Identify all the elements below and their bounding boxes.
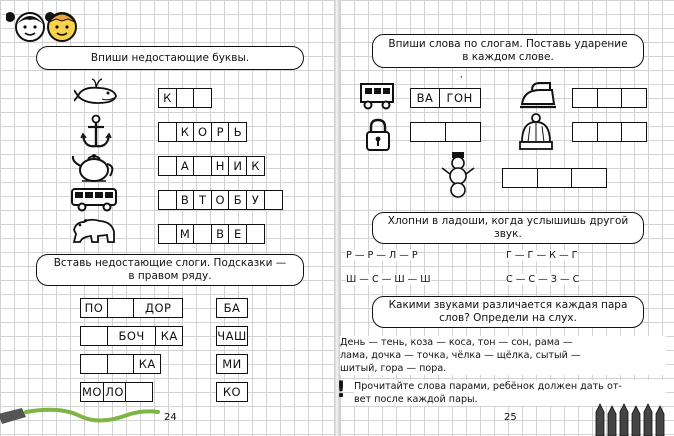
letter-cell[interactable]: Ь bbox=[228, 122, 247, 142]
sound-sequence: Ш — С — Ш — Ш bbox=[346, 274, 431, 285]
syllable-cell[interactable] bbox=[125, 382, 153, 402]
hat-icon bbox=[516, 112, 556, 152]
lock-syllables bbox=[410, 122, 481, 142]
sound-sequence: С — С — З — С bbox=[506, 274, 580, 285]
syllable-cell[interactable] bbox=[537, 168, 573, 188]
instruction-missing-letters bbox=[36, 46, 304, 70]
syllable-cell[interactable]: ДОР bbox=[133, 298, 183, 318]
letter-cell[interactable]: В bbox=[176, 190, 195, 210]
word-row-bus bbox=[158, 190, 283, 210]
instruction-text: Впиши слова по слогам. Поставь ударение bbox=[388, 38, 628, 50]
letter-cell[interactable]: О bbox=[193, 122, 212, 142]
letter-cell[interactable]: М bbox=[176, 224, 195, 244]
page-number: 24 bbox=[164, 412, 177, 423]
letter-cell[interactable] bbox=[158, 156, 177, 176]
instruction-missing-syllables bbox=[36, 254, 304, 286]
letter-cell[interactable]: Б bbox=[228, 190, 247, 210]
letter-cell[interactable]: А bbox=[176, 156, 195, 176]
sound-sequence: Г — Г — К — Г bbox=[506, 250, 578, 261]
hint-syllable: БА bbox=[216, 298, 248, 318]
syllable-row bbox=[80, 298, 183, 318]
instruction-text: Вставь недостающие слоги. Подсказки — bbox=[53, 257, 287, 269]
syllable-cell[interactable] bbox=[597, 122, 623, 142]
letter-cell[interactable] bbox=[158, 190, 177, 210]
letter-cell[interactable]: К bbox=[176, 122, 195, 142]
syllable-cell[interactable]: КА bbox=[133, 354, 161, 374]
syllable-cell[interactable] bbox=[502, 168, 538, 188]
word-pairs-text: День — тень, коза — коса, тон — сон, рама — лама, дочка — точка, чёлка — щёлка, сытый — шитый, гора — пора. bbox=[340, 336, 666, 375]
letter-cell[interactable] bbox=[246, 224, 265, 244]
pencil-icon bbox=[0, 400, 160, 436]
hat-syllables bbox=[572, 122, 647, 142]
hint-syllable: ЧАШ bbox=[216, 326, 248, 346]
syllable-cell[interactable]: МО bbox=[80, 382, 104, 402]
syllable-cell[interactable] bbox=[445, 122, 481, 142]
letter-cell[interactable]: Н bbox=[211, 156, 230, 176]
syllable-cell[interactable] bbox=[80, 354, 108, 374]
bear-icon bbox=[70, 216, 118, 246]
snowman-icon bbox=[440, 150, 476, 198]
instruction-word-pairs bbox=[372, 296, 644, 328]
letter-cell[interactable] bbox=[176, 88, 195, 108]
instruction-text: Какими звуками различается каждая пара bbox=[388, 299, 628, 311]
instruction-text: в каждом слове. bbox=[462, 51, 554, 63]
syllable-cell[interactable] bbox=[621, 88, 647, 108]
syllable-cell[interactable] bbox=[410, 122, 446, 142]
letter-cell[interactable]: Р bbox=[211, 122, 230, 142]
hint-syllable: КО bbox=[216, 382, 248, 402]
letter-cell[interactable]: В bbox=[211, 224, 230, 244]
syllable-cell[interactable]: БОЧ bbox=[107, 326, 157, 346]
letter-cell[interactable] bbox=[193, 224, 212, 244]
snowman-syllables bbox=[502, 168, 607, 188]
syllable-cell[interactable]: ВА bbox=[410, 88, 440, 108]
syllable-cell[interactable] bbox=[572, 88, 598, 108]
letter-cell[interactable] bbox=[158, 122, 177, 142]
word-row-anchor bbox=[158, 122, 247, 142]
letter-cell[interactable] bbox=[158, 224, 177, 244]
word-row-teapot bbox=[158, 156, 265, 176]
kids-logo-icon bbox=[6, 6, 78, 44]
iron-syllables bbox=[572, 88, 647, 108]
syllable-cell[interactable]: КА bbox=[155, 326, 183, 346]
letter-cell[interactable]: К bbox=[158, 88, 177, 108]
left-page bbox=[0, 0, 334, 436]
whale-icon bbox=[74, 78, 122, 108]
syllable-row bbox=[80, 326, 183, 346]
instruction-clap bbox=[372, 212, 644, 244]
exclamation-icon: ! bbox=[336, 378, 347, 403]
syllable-cell[interactable] bbox=[572, 122, 598, 142]
syllable-cell[interactable] bbox=[621, 122, 647, 142]
word-row-bear bbox=[158, 224, 265, 244]
instruction-text: Хлопни в ладоши, когда услышишь другой bbox=[387, 215, 629, 227]
wagon-icon bbox=[358, 82, 396, 110]
syllable-row bbox=[80, 354, 161, 374]
letter-cell[interactable] bbox=[264, 190, 283, 210]
anchor-icon bbox=[80, 114, 112, 150]
page-number: 25 bbox=[504, 412, 517, 423]
letter-cell[interactable]: О bbox=[211, 190, 230, 210]
syllable-cell[interactable]: ПО bbox=[80, 298, 108, 318]
syllable-cell[interactable]: ГОН bbox=[439, 88, 481, 108]
instruction-text: Впиши недостающие буквы. bbox=[90, 51, 250, 64]
instruction-text: в правом ряду. bbox=[128, 270, 212, 282]
letter-cell[interactable]: К bbox=[246, 156, 265, 176]
syllable-cell[interactable] bbox=[80, 326, 108, 346]
parent-note-text: Прочитайте слова парами, ребёнок должен дать от- вет после каждой пары. bbox=[354, 380, 666, 406]
letter-cell[interactable] bbox=[193, 88, 212, 108]
lock-icon bbox=[364, 118, 392, 152]
instruction-text: звук. bbox=[494, 228, 522, 240]
syllable-cell[interactable] bbox=[107, 354, 135, 374]
letter-cell[interactable]: Т bbox=[193, 190, 212, 210]
sound-sequence: Р — Р — Л — Р bbox=[346, 250, 418, 261]
stress-mark: ʹ bbox=[460, 76, 463, 86]
bus-icon bbox=[70, 186, 120, 212]
letter-cell[interactable]: И bbox=[228, 156, 247, 176]
iron-icon bbox=[516, 80, 558, 110]
syllable-cell[interactable] bbox=[571, 168, 607, 188]
letter-cell[interactable]: Е bbox=[228, 224, 247, 244]
teapot-icon bbox=[70, 150, 116, 184]
instruction-text: слов? Определи на слух. bbox=[439, 312, 577, 324]
syllable-cell[interactable] bbox=[597, 88, 623, 108]
wagon-syllables bbox=[410, 88, 481, 108]
right-page bbox=[336, 0, 674, 436]
syllable-row bbox=[80, 382, 153, 402]
syllable-cell[interactable] bbox=[107, 298, 135, 318]
word-row-whale bbox=[158, 88, 212, 108]
letter-cell[interactable]: У bbox=[246, 190, 265, 210]
letter-cell[interactable] bbox=[193, 156, 212, 176]
pencils-icon bbox=[592, 402, 672, 436]
hint-syllable: МИ bbox=[216, 354, 248, 374]
instruction-syllables-stress bbox=[372, 34, 644, 68]
syllable-cell[interactable]: ЛО bbox=[103, 382, 127, 402]
